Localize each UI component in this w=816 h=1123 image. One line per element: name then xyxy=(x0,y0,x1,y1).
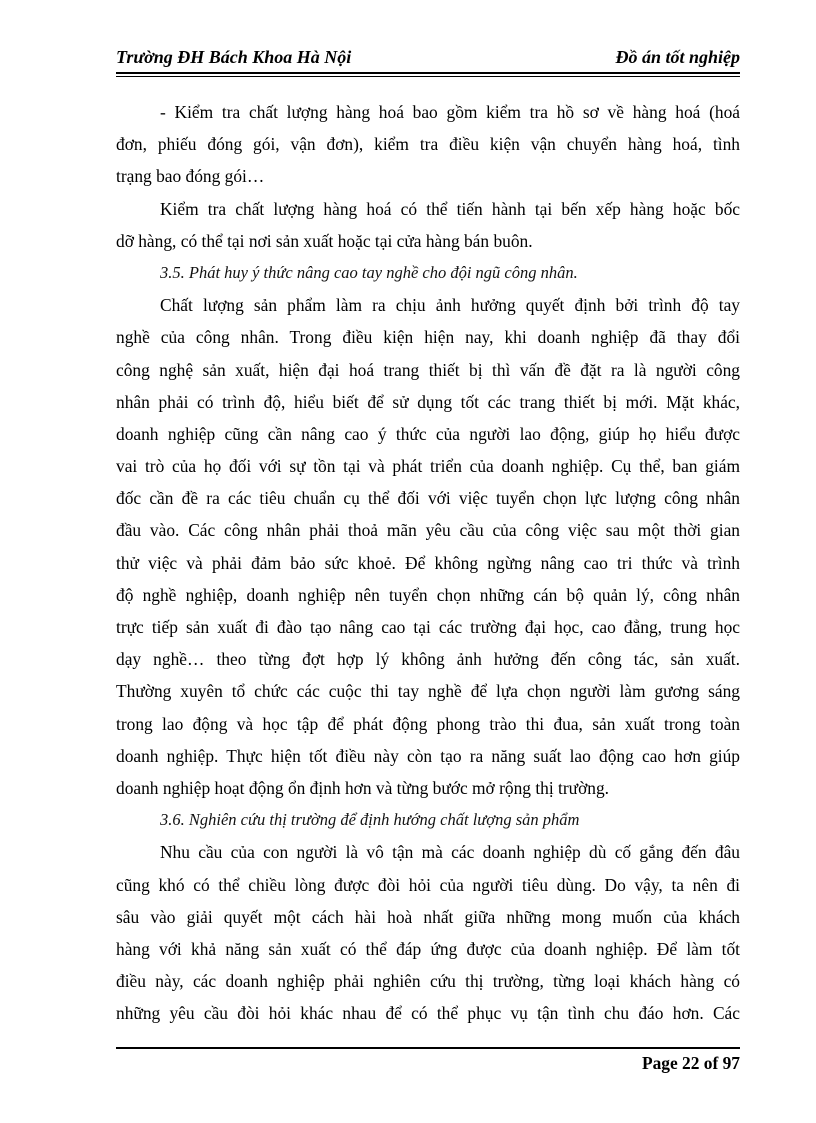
text-line: doanh nghiệp. Thực hiện tốt điều này còn tạo ra năng suất lao động cao hơn giúp xyxy=(116,745,740,766)
footer-rule xyxy=(116,1047,740,1049)
header-document-type: Đồ án tốt nghiệp xyxy=(615,47,740,67)
header-rule-thin xyxy=(116,76,740,77)
text-line: 3.5. Phát huy ý thức nâng cao tay nghề cho đội ngũ công nhân. xyxy=(160,262,578,282)
text-line: doanh nghiệp cũng cần nâng cao ý thức của người lao động, giúp họ hiểu được xyxy=(116,423,740,444)
text-line: nhân phải có trình độ, hiểu biết để sử dụng tốt các trang thiết bị mới. Mặt khác, xyxy=(116,391,740,412)
text-line: dỡ hàng, có thể tại nơi sản xuất hoặc tại cửa hàng bán buôn. xyxy=(116,230,533,251)
header-institution: Trường ĐH Bách Khoa Hà Nội xyxy=(116,47,352,67)
text-line: điều này, các doanh nghiệp phải nghiên cứu thị trường, từng loại khách hàng có xyxy=(116,971,740,992)
text-line: Chất lượng sản phẩm làm ra chịu ảnh hưởng quyết định bởi trình độ tay xyxy=(160,295,740,316)
text-line: sâu vào giải quyết một cách hài hoà nhất giữa những mong muốn của khách xyxy=(116,906,740,927)
text-line: nghề của công nhân. Trong điều kiện hiện nay, khi doanh nghiệp đã thay đổi xyxy=(116,327,740,348)
text-line: - Kiểm tra chất lượng hàng hoá bao gồm kiểm tra hồ sơ về hàng hoá (hoá xyxy=(160,102,740,122)
section-heading xyxy=(116,257,740,289)
page-number: Page 22 of 97 xyxy=(641,1053,740,1073)
text-line: độ nghề nghiệp, doanh nghiệp nên tuyển chọn những cán bộ quản lý, công nhân xyxy=(116,584,740,605)
paragraph xyxy=(116,96,740,193)
text-line: thử việc và phải đảm bảo sức khoẻ. Để không ngừng nâng cao tri thức và trình xyxy=(116,552,740,573)
paragraph xyxy=(116,836,740,1029)
text-line: đơn, phiếu đóng gói, vận đơn), kiểm tra điều kiện vận chuyển hàng hoá, tình xyxy=(116,134,740,155)
text-line: hàng với khả năng sản xuất có thể đáp ứng được của doanh nghiệp. Để làm tốt xyxy=(116,938,740,959)
paragraph xyxy=(116,193,740,257)
text-line: doanh nghiệp hoạt động ổn định hơn và từng bước mở rộng thị trường. xyxy=(116,777,610,798)
text-line: công nghệ sản xuất, hiện đại hoá trang thiết bị thì vấn đề đặt ra là người công xyxy=(116,359,740,380)
header-rule xyxy=(116,72,740,74)
section-heading xyxy=(116,804,740,836)
text-line: những yêu cầu đòi hỏi khác nhau để có thể phục vụ tận tình chu đáo hơn. Các xyxy=(116,1003,740,1024)
text-line: Kiểm tra chất lượng hàng hoá có thể tiến hành tại bến xếp hàng hoặc bốc xyxy=(160,198,740,219)
text-line: 3.6. Nghiên cứu thị trường để định hướng chất lượng sản phẩm xyxy=(160,810,580,830)
text-line: đầu vào. Các công nhân phải thoả mãn yêu cầu của công việc sau một thời gian xyxy=(116,520,740,541)
text-line: Nhu cầu của con người là vô tận mà các doanh nghiệp dù cố gắng đến đâu xyxy=(160,842,740,863)
text-line: trạng bao đóng gói… xyxy=(116,166,265,187)
text-line: đốc cần đề ra các tiêu chuẩn cụ thể đối với việc tuyển chọn lực lượng công nhân xyxy=(116,488,740,509)
page-header xyxy=(116,47,740,71)
text-line: trực tiếp sản xuất đi đào tạo nâng cao tại các trường đại học, cao đẳng, trung học xyxy=(116,617,740,637)
document-body xyxy=(116,96,740,1029)
text-line: dạy nghề… theo từng đợt hợp lý không ảnh hưởng đến công tác, sản xuất. xyxy=(116,649,740,670)
text-line: cũng khó có thể chiều lòng được đòi hỏi của người tiêu dùng. Do vậy, ta nên đi xyxy=(116,874,740,895)
text-line: Thường xuyên tổ chức các cuộc thi tay nghề để lựa chọn người làm gương sáng xyxy=(116,681,740,702)
text-line: trong lao động và học tập để phát động phong trào thi đua, sản xuất trong toàn xyxy=(116,713,740,734)
paragraph xyxy=(116,289,740,804)
text-line: vai trò của họ đối với sự tồn tại và phát triển của doanh nghiệp. Cụ thể, ban giám xyxy=(116,456,740,477)
